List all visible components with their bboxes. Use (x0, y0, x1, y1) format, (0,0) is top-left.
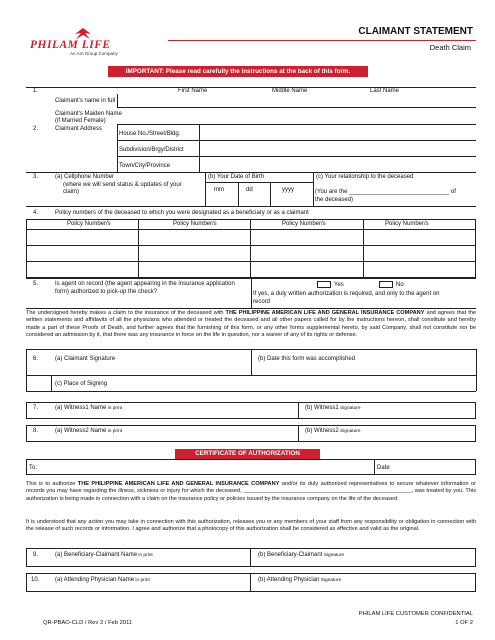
middle-name-label: Middle Name (272, 88, 308, 94)
section-number: 6. (33, 356, 39, 362)
certificate-title: CERTIFICATE OF AUTHORIZATION (195, 450, 300, 457)
certificate-banner (175, 449, 320, 459)
company-name: THE PHILIPPINE AMERICAN LIFE AND GENERAL INSURANCE COMPANY (225, 310, 425, 316)
cellphone-note-2: claim) (63, 189, 79, 195)
in-print-note: in print (106, 406, 123, 411)
section-number: 9. (33, 552, 39, 558)
physician-name-field[interactable] (55, 577, 150, 584)
policy-col-header: Policy Number/s (282, 221, 326, 227)
witness1-name-field[interactable] (55, 405, 122, 412)
maiden-name-note: (if Married Female) (55, 118, 106, 124)
witness1-signature-label: (b) Witness1 (305, 405, 339, 411)
place-of-signing-label: (c) Place of Signing (55, 381, 108, 387)
relationship-field[interactable]: (You are the ______________________________ of (315, 189, 456, 195)
cellphone-field[interactable] (205, 172, 206, 206)
beneficiary-name-field[interactable] (55, 552, 153, 559)
signature-note: Signature (338, 429, 361, 434)
declaration-paragraph (26, 310, 476, 340)
agent-pickup-question: Is agent on record (the agent appearing in the insurance application (55, 281, 235, 287)
in-print-note: in print (106, 429, 123, 434)
brand-tagline: An AIA Group Company (70, 51, 118, 56)
agent-pickup-question-2: form) authorized to pick-up the check? (55, 289, 158, 295)
last-name-label: Last Name (370, 88, 400, 94)
town-city-field[interactable] (26, 172, 476, 173)
claimant-name-label: Claimant's name in full (55, 98, 116, 104)
no-label: No (396, 282, 404, 288)
claimant-name-field[interactable] (117, 94, 476, 108)
cellphone-note: (where we will send status & updates of your (63, 182, 182, 188)
maiden-name-field[interactable] (117, 124, 476, 125)
place-of-signing-field[interactable] (51, 375, 52, 391)
house-street-label: House No./Street/Bldg. (119, 131, 181, 137)
confidential-label: PHILAM LIFE CUSTOMER CONFIDENTIAL (358, 611, 473, 617)
philam-logo (28, 26, 138, 56)
physician-signature-field[interactable] (258, 577, 341, 584)
notice-banner (108, 66, 368, 77)
brand-name: PHILAM LIFE (30, 39, 111, 51)
section-number: 10. (31, 577, 40, 583)
date-of-birth-label: (b) Your Date of Birth (208, 174, 265, 180)
to-label: To: (29, 465, 38, 471)
town-city-label: Town/City/Province (119, 163, 171, 169)
form-title: CLAIMANT STATEMENT (358, 26, 473, 37)
section-number: 4. (33, 210, 39, 216)
house-street-field[interactable] (117, 140, 476, 141)
notice-text: IMPORTANT: Please read carefully the instructions at the back of this form. (125, 68, 351, 75)
witness2-name-field[interactable] (55, 428, 122, 435)
dob-dd-label: dd (246, 187, 253, 193)
cellphone-label: (a) Cellphone Number (55, 174, 115, 180)
in-print-note: in print (134, 578, 150, 583)
beneficiary-signature-field[interactable] (258, 552, 344, 559)
form-code: QR-PBAO-CLD / Rev 2 / Feb 2011 (43, 620, 133, 626)
to-field[interactable] (40, 462, 370, 473)
claimant-signature-label: (a) Claimant Signature (55, 356, 116, 362)
authorization-lead: This is to authorize (26, 481, 78, 487)
first-name-label: First Name (178, 88, 208, 94)
dob-field[interactable] (205, 182, 313, 183)
claimant-address-label: Claimant Address (55, 126, 103, 132)
declaration-lead: The undersigned hereby makes a claim to the insurance of the deceased with (26, 310, 226, 316)
date-accomplished-label: (b) Date this form was accomplished (258, 356, 356, 362)
yes-label: Yes (334, 282, 344, 288)
policy-col-header: Policy Number/s (385, 221, 429, 227)
authorization-note-2: record (253, 299, 271, 305)
policy-row[interactable] (26, 261, 476, 262)
in-print-note: in print (137, 553, 153, 558)
date-field[interactable] (395, 462, 473, 473)
physician-signature-label: (b) Attending Physician (258, 577, 320, 583)
subdivision-field[interactable] (117, 156, 476, 157)
witness2-signature-label: (b) Witness2 (305, 428, 339, 434)
section-number: 3. (33, 174, 39, 180)
company-name: THE PHILIPPINE AMERICAN LIFE AND GENERAL INSURANCE COMPANY (77, 481, 280, 487)
section-number: 8. (33, 428, 39, 434)
witness1-name-label: (a) Witness1 Name (55, 405, 107, 411)
relationship-note: the deceased) (315, 197, 354, 203)
witness2-name-label: (a) Witness2 Name (55, 428, 107, 434)
signature-note: Signature (322, 553, 345, 558)
title-rule (168, 40, 476, 41)
dob-yyyy-label: yyyy (282, 187, 294, 193)
section-number: 1. (33, 88, 39, 94)
beneficiary-name-label: (a) Beneficiary-Claimant Name (55, 552, 138, 558)
policy-row[interactable] (26, 245, 476, 246)
relationship-label: (c) Your relationship to the deceased (316, 174, 414, 180)
claimant-signature-field[interactable] (251, 349, 252, 375)
declaration-body: and agrees that the written statements and affidavits of all the physicians who attended or treated the deceased and all other papers called for by the instructions hereon, shall constitute and hereby made a part of these Proofs of Death, and further agrees that the furnishing of this form, or any other forms supplemental hereto, by said Company, shall not constitute nor be considered an admission by it, that there was any insurance in force on the life in question, nor a waiver of any of its rights or defense. (26, 310, 476, 339)
yes-checkbox[interactable] (317, 281, 331, 288)
policy-numbers-label: Policy numbers of the deceased to which you were designated as a beneficiary or as a claimant (55, 210, 309, 216)
signature-note: Signature (338, 406, 361, 411)
page-number: 1 OF 2 (455, 620, 473, 626)
section-number: 5. (33, 281, 39, 287)
physician-name-label: (a) Attending Physician Name (55, 577, 135, 583)
section-number: 7. (33, 405, 39, 411)
policy-col-header: Policy Number/s (67, 221, 111, 227)
signature-note: Signature (319, 578, 342, 583)
no-checkbox[interactable] (379, 281, 393, 288)
subdivision-label: Subdivision/Brgy/District (119, 147, 184, 153)
authorization-release-text: It is understood that any action you may take in connection with this authorization, releases you or any members of your staff from any responsibility or obligation in connection with the release of such records or information. I agree and authorize that a photocopy of this authorization shall be considered as effective and valid as the original. (26, 519, 476, 533)
authorization-paragraph-1 (26, 481, 476, 503)
authorization-note: If yes, a duly written authorization is required, and only to the agent on (253, 291, 440, 297)
dob-mm-label: mm (214, 187, 224, 193)
policy-col-header: Policy Number/s (173, 221, 217, 227)
section-number: 2. (33, 126, 39, 132)
authorization-paragraph-2 (26, 519, 476, 534)
authorization-body: and/or its duly authorized representatives to secure whatever information or records you may have regarding the illness, sickness or injury for which the deceased, ______________________________________________________, was treated by you. This authorization is being made in connection with a claim on the insurance policy or policies issued by the insurance company on the life of the deceased. (26, 481, 476, 502)
witness1-signature-field[interactable] (305, 405, 361, 412)
form-subtitle: Death Claim (429, 43, 471, 52)
beneficiary-signature-label: (b) Beneficiary-Claimant (258, 552, 323, 558)
date-label: Date (377, 465, 390, 471)
witness2-signature-field[interactable] (305, 428, 361, 435)
maiden-name-label: Claimant's Maiden Name (55, 111, 122, 117)
